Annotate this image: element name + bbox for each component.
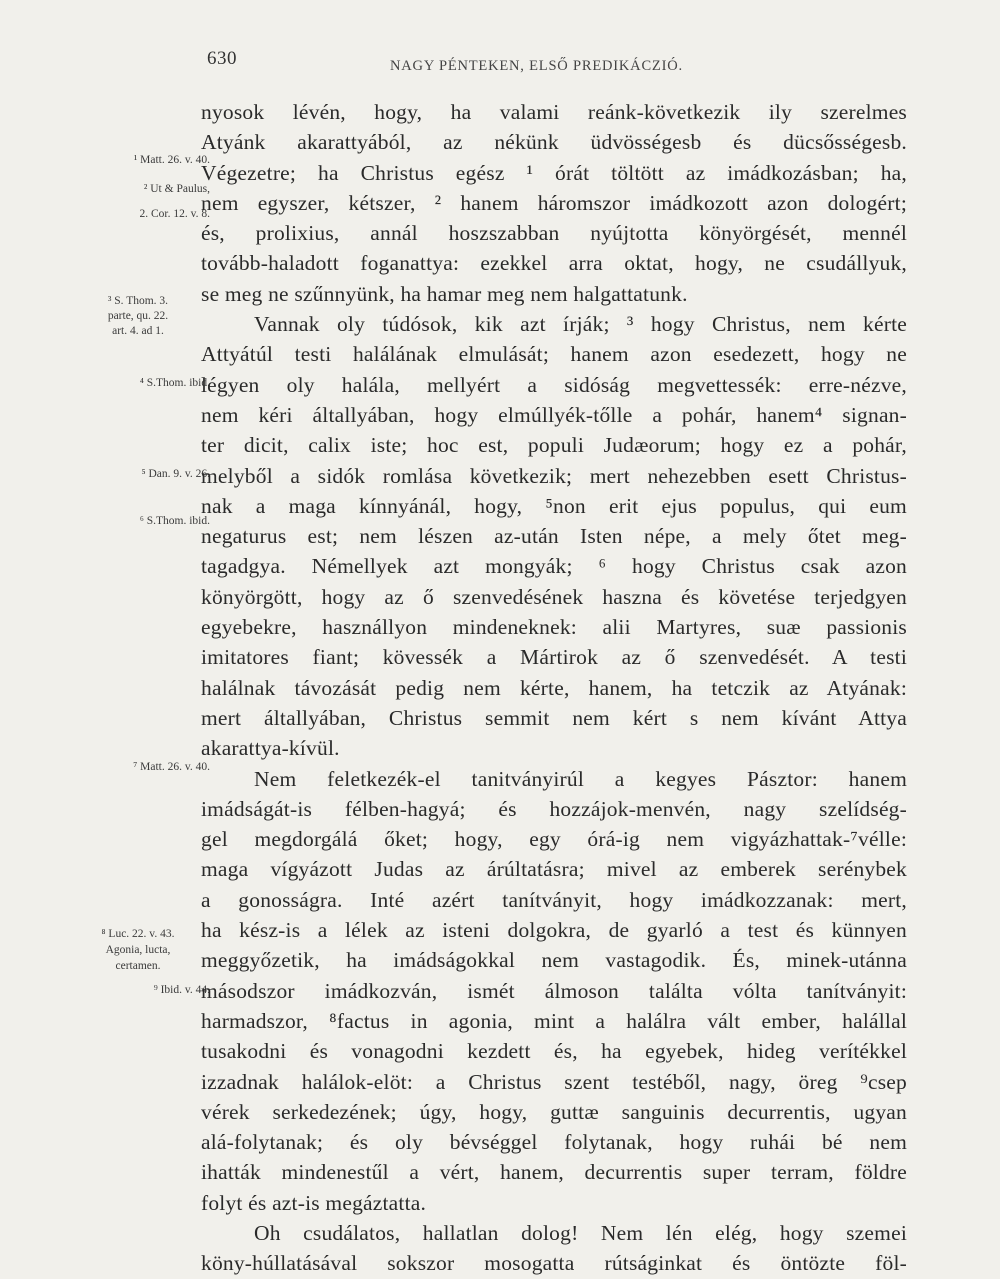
running-head: NAGY PÉNTEKEN, ELSŐ PREDIKÁCZIÓ.	[390, 58, 683, 74]
text-line: Attyátúl testi halálának elmulását; hanem azon esedezett, hogy ne	[201, 342, 907, 367]
text-line: köny-húllatásával sokszor mosogatta rútságinkat és öntözte föl-	[201, 1251, 907, 1276]
text-line: tagadgya. Némellyek azt mongyák; ⁶ hogy Christus csak azon	[201, 554, 907, 579]
text-line: tovább-haladott foganattya: ezekkel arra oktat, hogy, ne csudállyuk,	[201, 251, 907, 276]
text-line: a gonosságra. Inté azért tanítványit, hogy imádkozzanak: mert,	[201, 887, 907, 912]
margin-note: ¹ Matt. 26. v. 40.	[133, 154, 210, 166]
text-line: nem egyszer, kétszer, ² hanem háromszor imádkozott azon dologért;	[201, 190, 907, 215]
text-line: tusakodni és vonagodni kezdett és, ha egyebek, hideg verítékkel	[201, 1039, 907, 1064]
text-line: Vannak oly túdósok, kik azt írják; ³ hogy Christus, nem kérte	[254, 312, 907, 337]
text-line: Nem feletkezék-el tanitványirúl a kegyes Pásztor: hanem	[254, 766, 907, 791]
text-line: ter dicit, calix iste; hoc est, populi Judæorum; hogy ez a pohár,	[201, 433, 907, 458]
text-line: se meg ne szűnnyünk, ha hamar meg nem halgattatunk.	[201, 281, 688, 306]
text-line: imitatores fiant; kövessék a Mártirok az ő szenvedését. A testi	[201, 645, 907, 670]
margin-note: ⁸ Luc. 22. v. 43.	[101, 928, 175, 940]
text-line: halálnak távozását pedig nem kérte, hanem, ha tetczik az Atyának:	[201, 675, 907, 700]
text-line: maga vígyázott Judas az árúltatásra; mivel az emberek serénybek	[201, 857, 907, 882]
text-line: másodszor imádkozván, ismét álmoson találta vólta tanítványit:	[201, 978, 907, 1003]
text-line: egyebekre, használlyon mindeneknek: alii Martyres, suæ passionis	[201, 615, 907, 640]
text-line: nyosok lévén, hogy, ha valami reánk-következik ily szerelmes	[201, 100, 907, 124]
margin-note: ⁹ Ibid. v. 44.	[153, 984, 210, 996]
margin-note: ⁴ S.Thom. ibid.	[139, 377, 210, 389]
text-line: folyt és azt-is megáztatta.	[201, 1190, 427, 1215]
text-line: légyen oly halála, mellyért a sidóság megvettessék: erre-nézve,	[201, 372, 907, 397]
text-line: akarattya-kívül.	[201, 736, 340, 761]
margin-note: ² Ut & Paulus,	[143, 183, 210, 195]
text-line: negaturus est; nem lészen az-után Isten népe, a mely őtet meg-	[201, 524, 907, 549]
body-text	[201, 97, 907, 1279]
text-line: könyörgött, hogy az ő szenvedésének haszna és követése terjedgyen	[201, 584, 907, 609]
margin-note: ⁵ Dan. 9. v. 26.	[141, 468, 210, 480]
text-line: nem kéri általlyában, hogy elmúllyék-tőlle a pohár, hanem⁴ signan-	[201, 402, 907, 427]
text-line: vérek serkedezének; úgy, hogy, guttæ sanguinis decurrentis, ugyan	[201, 1099, 907, 1124]
text-line: nak a maga kínnyánál, hogy, ⁵non erit ejus populus, qui eum	[201, 493, 907, 518]
text-line: Végezetre; ha Christus egész ¹ órát töltött az imádkozásban; ha,	[201, 160, 907, 185]
text-line: alá-folytanak; és oly bévséggel folytanak, hogy ruhái bé nem	[201, 1130, 907, 1155]
text-line: ihatták mindenestűl a vért, hanem, decurrentis super terram, földre	[201, 1160, 907, 1185]
page-number: 630	[207, 48, 237, 69]
margin-note: Agonia, lucta,	[105, 944, 171, 956]
margin-note: ⁷ Matt. 26. v. 40.	[133, 761, 210, 773]
margin-note: art. 4. ad 1.	[112, 325, 164, 337]
margin-note: parte, qu. 22.	[107, 310, 169, 322]
text-line: melyből a sidók romlása következik; mert nehezebben esett Christus-	[201, 463, 907, 488]
text-line: izzadnak halálok-elöt: a Christus szent testéből, nagy, öreg ⁹csep	[201, 1069, 907, 1094]
text-line: imádságát-is félben-hagyá; és hozzájok-menvén, nagy szelídség-	[201, 796, 907, 821]
text-line: gel megdorgálá őket; hogy, egy órá-ig nem vigyázhattak-⁷vélle:	[201, 827, 907, 852]
margin-note: certamen.	[115, 960, 161, 972]
text-line: mert általlyában, Christus semmit nem kért s nem kívánt Attya	[201, 705, 907, 730]
margin-note: ³ S. Thom. 3.	[107, 295, 169, 307]
text-line: és, prolixius, annál hoszszabban nyújtotta könyörgését, mennél	[201, 221, 907, 246]
text-line: Oh csudálatos, hallatlan dolog! Nem lén elég, hogy szemei	[254, 1220, 907, 1245]
margin-note: ⁶ S.Thom. ibid.	[139, 515, 210, 527]
text-line: harmadszor, ⁸factus in agonia, mint a halálra vált ember, halállal	[201, 1008, 907, 1033]
margin-note: 2. Cor. 12. v. 8.	[139, 208, 210, 220]
text-line: meggyőzetik, ha imádságokkal nem vastagodik. És, minek-utánna	[201, 948, 907, 973]
text-line: ha kész-is a lélek az isteni dolgokra, de gyarló a test és künnyen	[201, 918, 907, 943]
text-line: Atyánk akarattyából, az nékünk üdvösségesb és dücsősségesb.	[201, 130, 907, 155]
